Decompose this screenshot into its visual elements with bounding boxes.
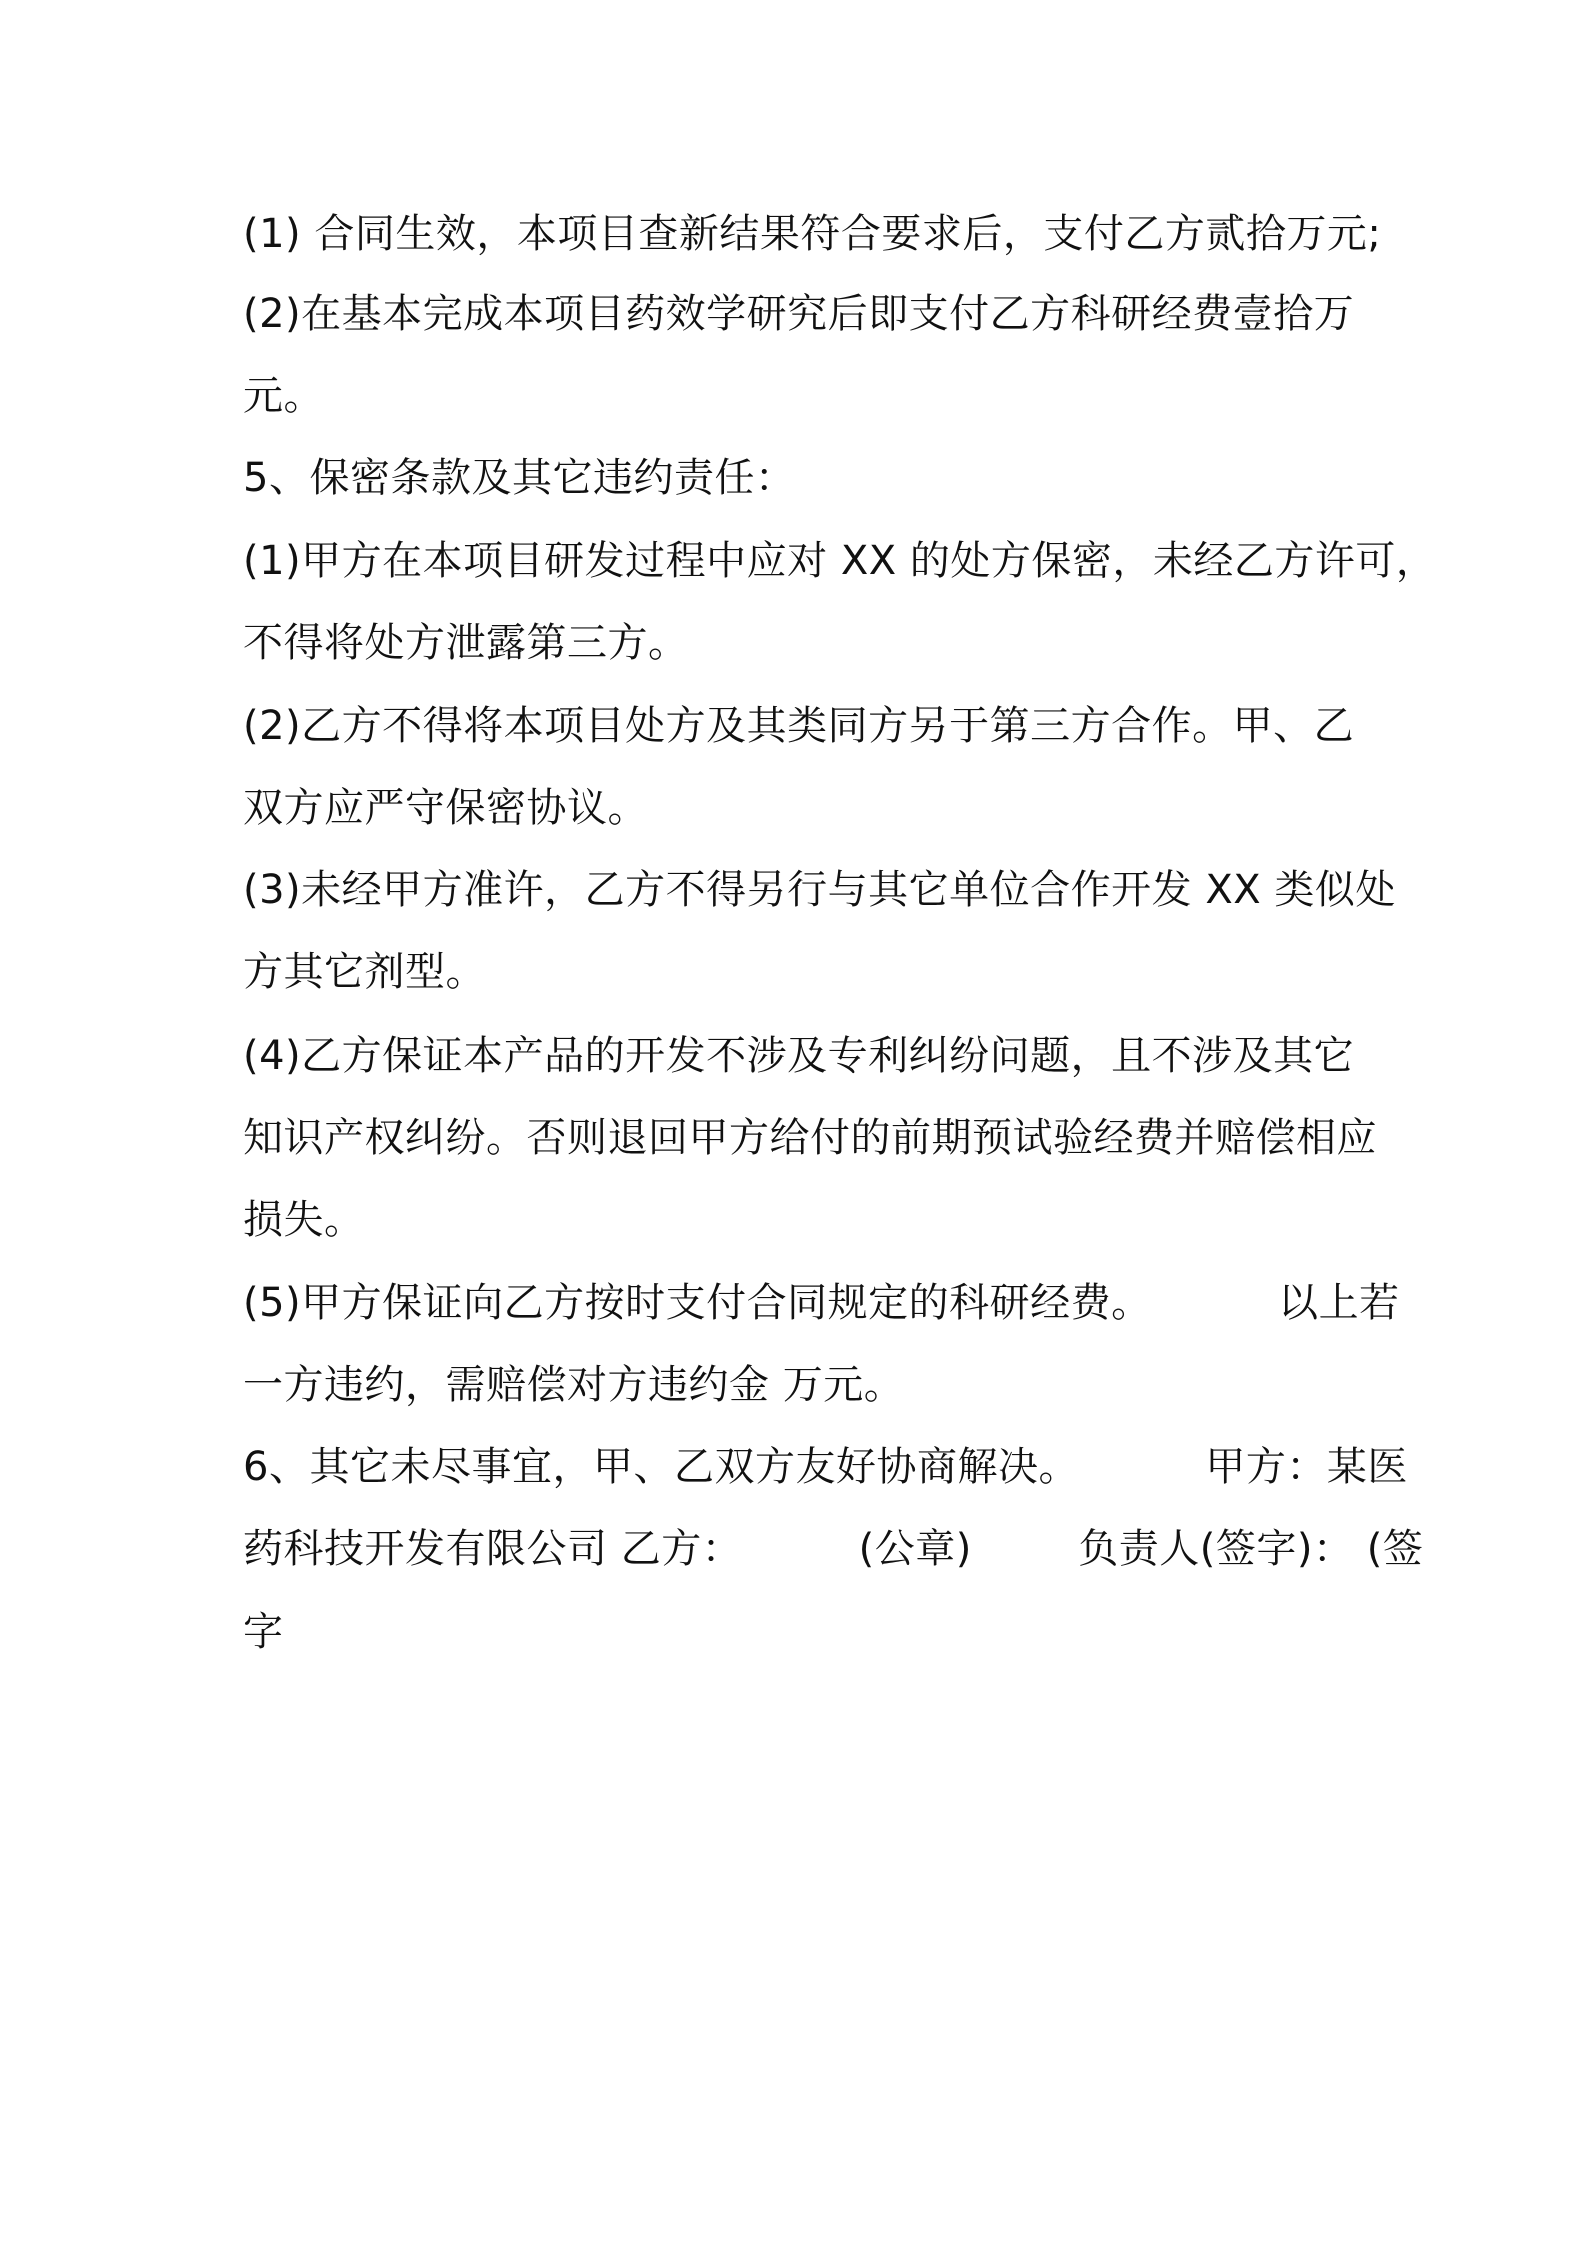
section-5-heading (243, 452, 1363, 504)
text-line: (3)未经甲方准许，乙方不得另行与其它单位合作开发 XX 类似处 (243, 867, 1396, 913)
clause-5-item-3 (243, 864, 1396, 916)
clause-4-item-1 (243, 208, 1382, 260)
signature-line-continued (243, 1606, 1363, 1658)
text-line: 不得将处方泄露第三方。 (243, 620, 689, 666)
text-line: (2)在基本完成本项目药效学研究后即支付乙方科研经费壹拾万 (243, 291, 1355, 337)
clause-5-item-1-continued (243, 617, 1363, 669)
clause-5-item-4 (243, 1030, 1363, 1082)
section-6-heading (243, 1441, 1408, 1493)
signatory-label: 负责人(签字)： (签 (1078, 1526, 1424, 1572)
text-line: 方其它剂型。 (243, 949, 486, 995)
text-line: 双方应严守保密协议。 (243, 785, 648, 831)
text-line: (2)乙方不得将本项目处方及其类同方另于第三方合作。甲、乙 (243, 703, 1355, 749)
text-line: 6、其它未尽事宜，甲、乙双方友好协商解决。 (243, 1444, 1079, 1490)
clause-5-item-3-continued (243, 946, 1363, 998)
text-line: (1) 合同生效，本项目查新结果符合要求后，支付乙方贰拾万元; (243, 211, 1382, 257)
clause-4-item-2-continued (243, 370, 1363, 422)
clause-5-item-2-continued (243, 782, 1363, 834)
text-line: 以上若 (1278, 1280, 1400, 1326)
seal-label: (公章) (858, 1526, 972, 1572)
text-line: 元。 (243, 373, 324, 419)
text-line: 5、保密条款及其它违约责任： (243, 455, 796, 501)
text-line: 一方违约，需赔偿对方违约金 万元。 (243, 1362, 905, 1408)
text-line: 知识产权纠纷。否则退回甲方给付的前期预试验经费并赔偿相应 (243, 1115, 1377, 1161)
clause-5-item-1 (243, 535, 1437, 587)
clause-5-item-5 (243, 1277, 1400, 1329)
text-line: 字 (243, 1609, 284, 1655)
clause-5-item-5-continued (243, 1359, 1363, 1411)
clause-4-item-2 (243, 288, 1363, 340)
party-a-label: 甲方：某医 (1205, 1444, 1408, 1490)
clause-5-item-4-end (243, 1194, 1363, 1246)
party-a-company: 药科技开发有限公司 乙方： (243, 1526, 743, 1572)
text-line: (4)乙方保证本产品的开发不涉及专利纠纷问题，且不涉及其它 (243, 1033, 1355, 1079)
clause-5-item-2 (243, 700, 1363, 752)
clause-5-item-4-continued (243, 1112, 1377, 1164)
text-line: (1)甲方在本项目研发过程中应对 XX 的处方保密，未经乙方许可， (243, 538, 1437, 584)
text-line: (5)甲方保证向乙方按时支付合同规定的科研经费。 (243, 1280, 1152, 1326)
text-line: 损失。 (243, 1197, 365, 1243)
signature-line (243, 1523, 1424, 1575)
